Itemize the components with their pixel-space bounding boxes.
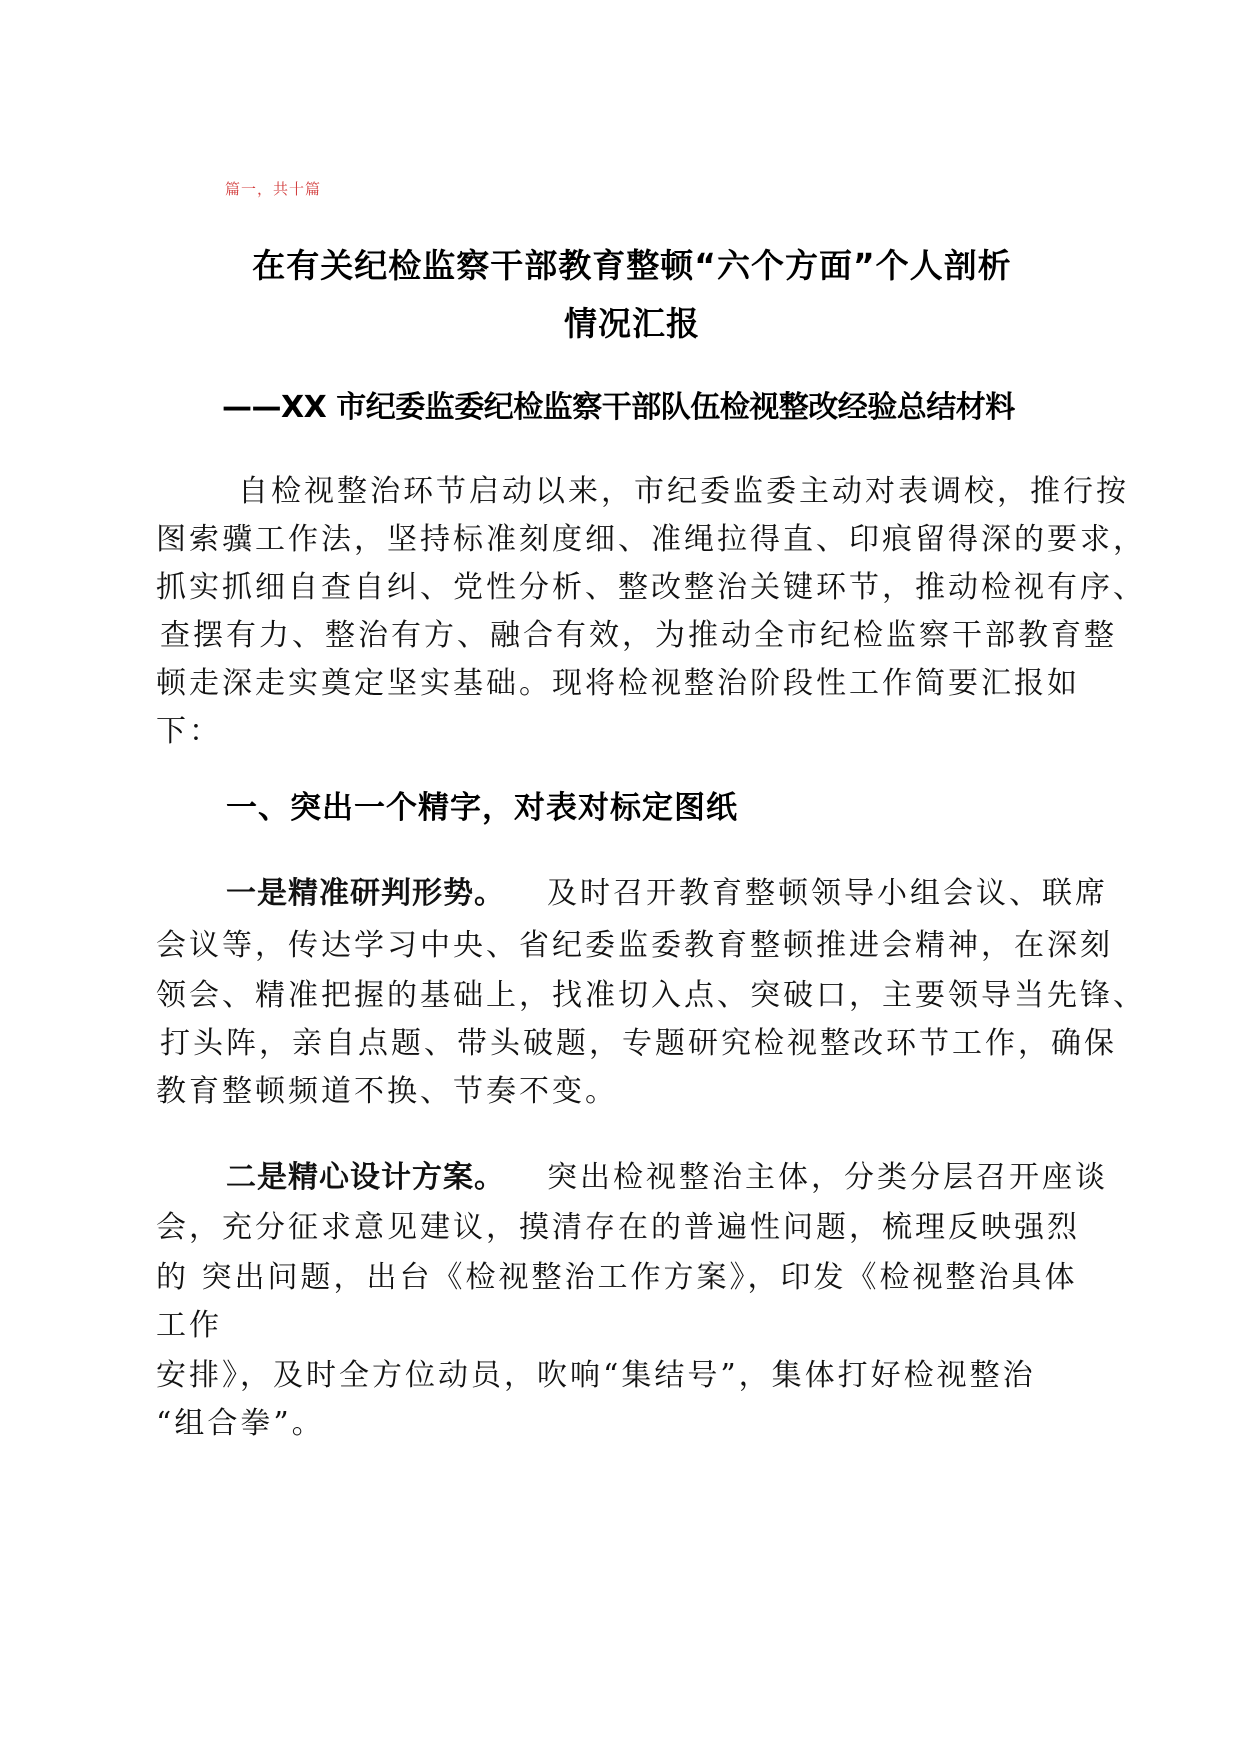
item-line: “组合拳”。 [156,1406,325,1441]
intro-line: 抓实抓细自查自纠、党性分析、整改整治关键环节，推动检视有序、 [156,570,1146,605]
item-line: 会，充分征求意见建议，摸清存在的普遍性问题，梳理反映强烈 [156,1210,1080,1245]
item-line: 会议等，传达学习中央、省纪委监委教育整顿推进会精神，在深刻 [156,928,1113,963]
document-subtitle: ——XX 市纪委监委纪检监察干部队伍检视整改经验总结材料 [222,390,1015,425]
item-first-line [226,868,1108,912]
item-line: 打头阵，亲自点题、带头破题，专题研究检视整改环节工作，确保 [160,1026,1117,1061]
item-line: 教育整顿频道不换、节奏不变。 [156,1074,618,1109]
item-line: 工作 [156,1308,222,1343]
item-lead: 二是精心设计方案。 [226,1160,505,1195]
item-line: 的 突出问题，出台《检视整治工作方案》，印发《检视整治具体 [156,1260,1078,1295]
intro-line: 查摆有力、整治有方、融合有效，为推动全市纪检监察干部教育整 [160,618,1117,653]
intro-line: 下： [156,714,222,749]
item-first-text: 突出检视整治主体，分类分层召开座谈 [547,1160,1108,1195]
item-first-line [226,1152,1108,1196]
section-heading: 一、突出一个精字，对表对标定图纸 [226,790,738,826]
intro-line: 自检视整治环节启动以来，市纪委监委主动对表调校，推行按 [238,474,1129,509]
item-lead: 一是精准研判形势。 [226,876,505,911]
item-line: 领会、精准把握的基础上，找准切入点、突破口，主要领导当先锋、 [156,978,1146,1013]
item-line: 安排》，及时全方位动员，吹响“集结号”，集体打好检视整治 [156,1358,1036,1393]
document-title-line-2: 情况汇报 [564,304,700,343]
document-title-line-1: 在有关纪检监察干部教育整顿“六个方面”个人剖析 [252,246,1012,285]
item-first-text: 及时召开教育整顿领导小组会议、联席 [547,876,1108,911]
intro-line: 顿走深走实奠定坚实基础。现将检视整治阶段性工作简要汇报如 [156,666,1080,701]
intro-line: 图索骥工作法，坚持标准刻度细、准绳拉得直、印痕留得深的要求， [156,522,1146,557]
series-note: 篇一，共十篇 [225,180,322,198]
